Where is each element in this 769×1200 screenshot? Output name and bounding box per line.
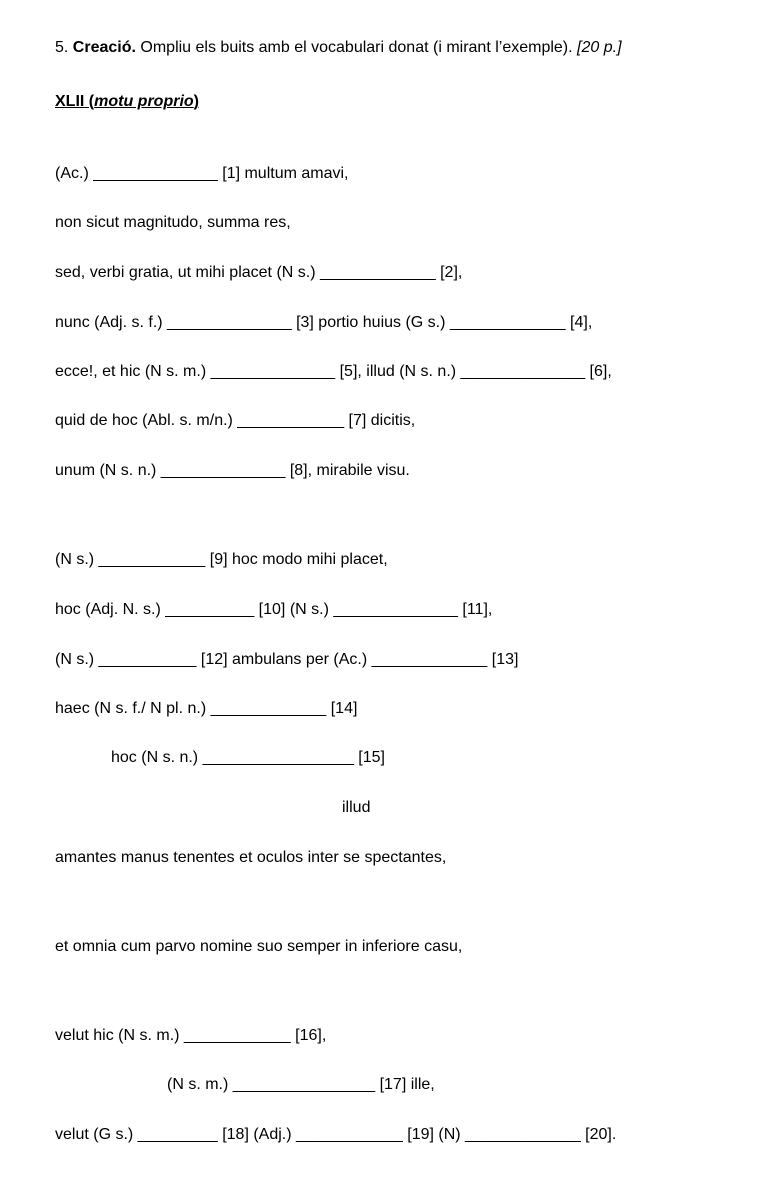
poem-line-4: nunc (Adj. s. f.) ______________ [3] portio huius (G s.) _____________ [4],	[55, 314, 593, 331]
poem-line-17: (N s. m.) ________________ [17] ille,	[167, 1076, 435, 1093]
poem-line-7: unum (N s. n.) ______________ [8], mirabile visu.	[55, 462, 410, 479]
heading-open-paren: (	[88, 93, 95, 110]
poem-line-5: ecce!, et hic (N s. m.) ______________ [5], illud (N s. n.) ______________ [6],	[55, 363, 612, 380]
poem-line-15: et omnia cum parvo nomine suo semper in inferiore casu,	[55, 938, 463, 955]
poem-line-9: hoc (Adj. N. s.) __________ [10] (N s.) ______________ [11],	[55, 601, 493, 618]
poem-line-8: (N s.) ____________ [9] hoc modo mihi placet,	[55, 551, 388, 568]
poem-line-6: quid de hoc (Abl. s. m/n.) ____________ [7] dicitis,	[55, 412, 416, 429]
instruction-label: Creació.	[72, 39, 136, 56]
poem-line-3: sed, verbi gratia, ut mihi placet (N s.) _____________ [2],	[55, 264, 463, 281]
poem-line-1: (Ac.) ______________ [1] multum amavi,	[55, 165, 349, 182]
poem-line-16: velut hic (N s. m.) ____________ [16],	[55, 1027, 327, 1044]
poem-line-12: hoc (N s. n.) _________________ [15]	[111, 749, 385, 766]
poem-line-14: amantes manus tenentes et oculos inter se spectantes,	[55, 849, 447, 866]
poem-line-11: haec (N s. f./ N pl. n.) _____________ [14]	[55, 700, 358, 717]
instruction-number: 5.	[55, 39, 69, 56]
heading-numeral: XLII	[55, 93, 85, 110]
poem-line-2: non sicut magnitudo, summa res,	[55, 214, 291, 231]
poem-line-10: (N s.) ___________ [12] ambulans per (Ac.) _____________ [13]	[55, 651, 519, 668]
instruction-text: Ompliu els buits amb el vocabulari donat (i mirant l’exemple).	[140, 39, 573, 56]
instruction	[55, 38, 622, 58]
poem-line-18: velut (G s.) _________ [18] (Adj.) ____________ [19] (N) _____________ [20].	[55, 1126, 617, 1143]
heading-close-paren: )	[193, 93, 199, 110]
poem-heading	[55, 92, 199, 112]
instruction-points: [20 p.]	[577, 39, 622, 56]
heading-subtitle: motu proprio	[94, 93, 194, 110]
poem-line-13: illud	[342, 799, 371, 816]
